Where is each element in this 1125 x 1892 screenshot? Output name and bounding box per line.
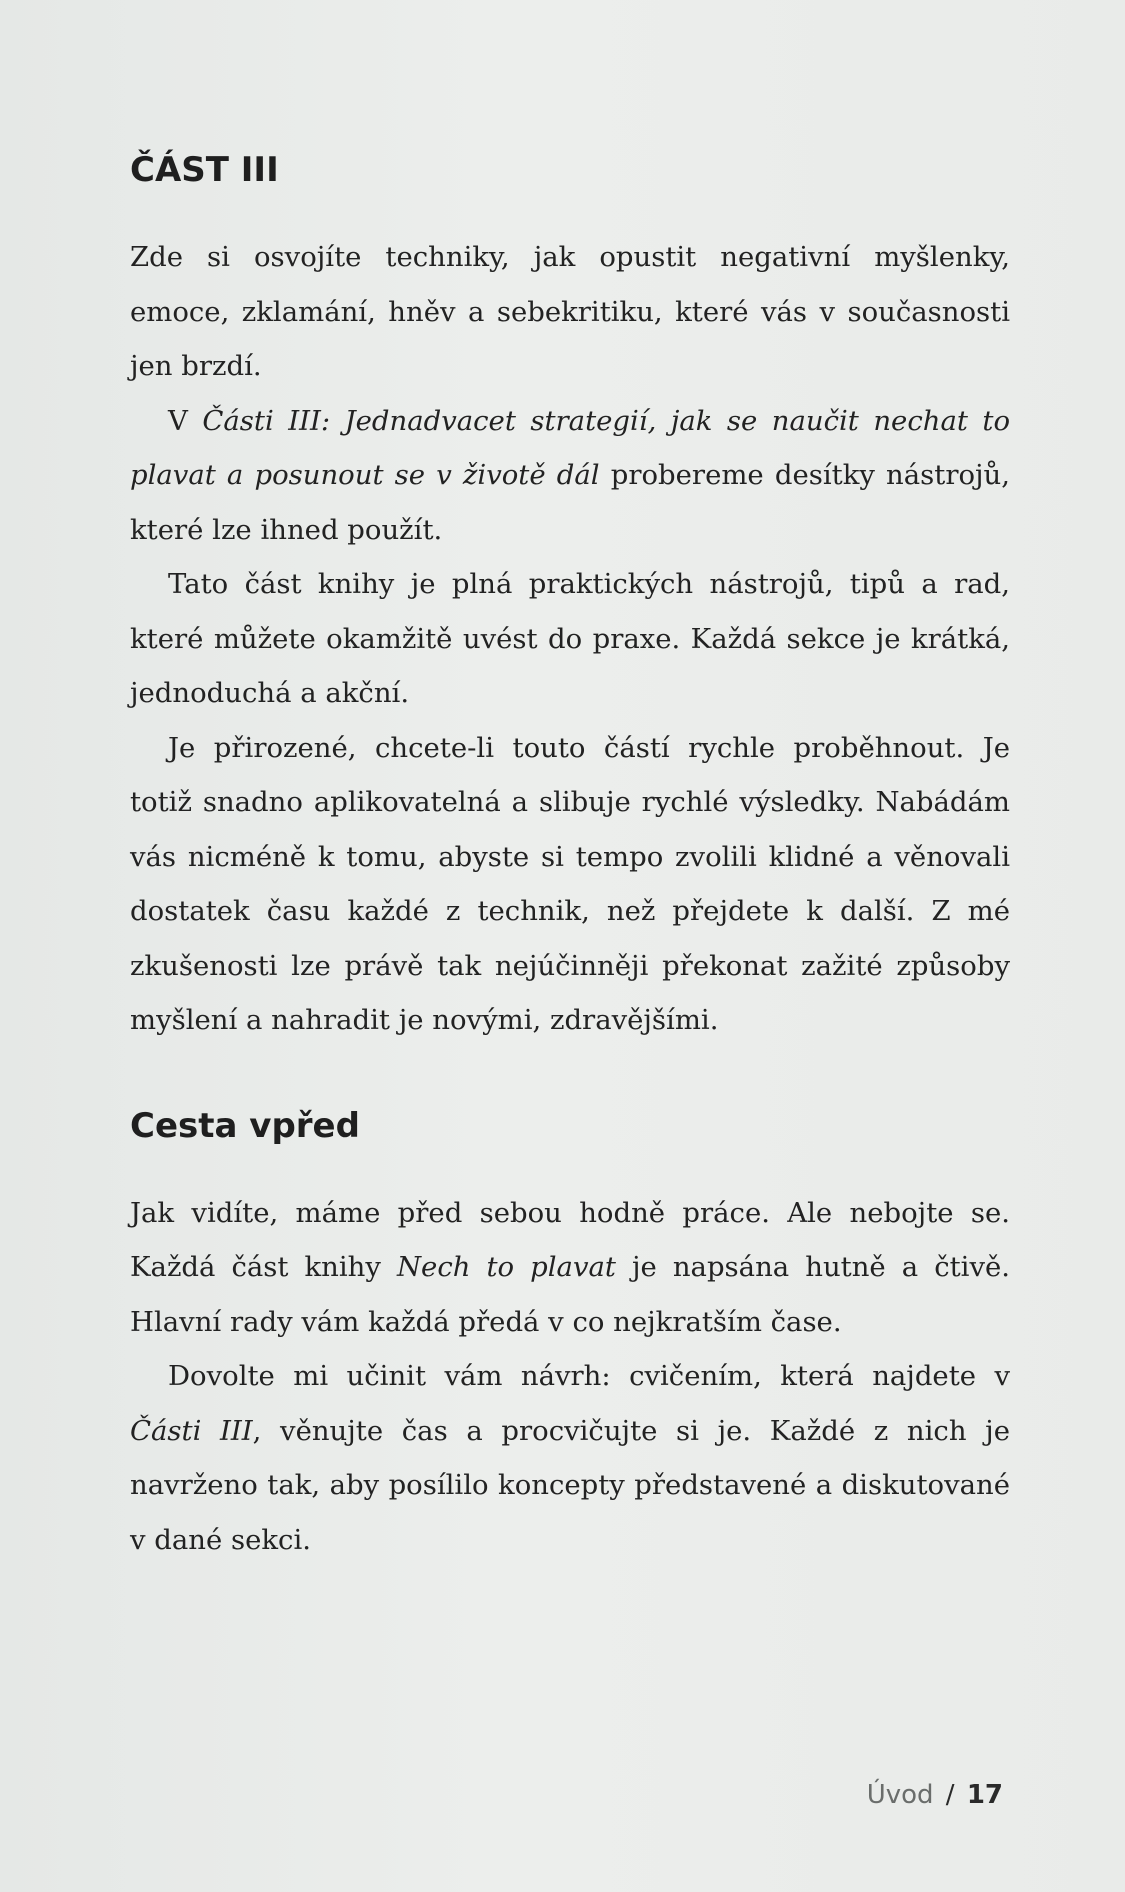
text-run: V [168,404,203,437]
section-heading: Cesta vpřed [130,1105,360,1146]
text-run: Je přirozené, chcete-li touto částí rychle proběhnout. Je totiž snadno aplikovatelná a slibuje rychlé výsledky. Nabádám vás nicméně k tomu, abyste si tempo zvolili klidné a věnovali dostatek času každé z technik, než přejdete k další. Z mé zkušenosti lze právě tak nejúčinněji překonat zažité způsoby myšlení a nahradit je novými, zdravějšími. [130,731,1010,1036]
text-run: je napsána hutně a čtivě. Hlavní rady vám každá předá v co nejkratším čase. [130,1251,1010,1338]
part-heading: ČÁST III [130,150,279,190]
footer-separator: / [945,1780,955,1810]
text-run: Tato část knihy je plná praktických nástrojů, tipů a rad, které můžete okamžitě uvést do praxe. Každá sekce je krátká, jednoduchá a akční. [130,568,1010,709]
italic-text: Části III [130,1414,253,1447]
paragraph [130,557,1010,721]
text-run: Jak vidíte, máme před sebou hodně práce. Ale nebojte se. Každá část knihy [130,1196,1010,1283]
paragraph [130,230,1010,394]
text-run: Dovolte mi učinit vám návrh: cvičením, která najdete v [168,1360,1010,1392]
text-run: , věnujte čas a procvičujte si je. Každé z nich je navrženo tak, aby posílilo koncepty představené a diskutované v dané sekci. [130,1414,1010,1556]
italic-text: Části III: Jednadvacet strategií, jak se naučit nechat to plavat a posunout se v životě dál [130,404,1010,491]
paragraph [130,1349,1010,1567]
running-chapter-title: Úvod [866,1780,934,1810]
italic-text: Nech to plavat [396,1251,616,1283]
page-number: 17 [966,1780,1003,1810]
part-body [130,230,1010,1048]
paragraph [130,394,1010,558]
text-run: probereme desítky nástrojů, které lze ihned použít. [130,459,1011,546]
text-run: Zde si osvojíte techniky, jak opustit negativní myšlenky, emoce, zklamání, hněv a sebekritiku, které vás v současnosti jen brzdí. [130,241,1010,382]
section-body [130,1186,1010,1568]
page-footer [867,1775,1003,1815]
page-content [130,140,1010,1567]
paragraph [130,721,1010,1048]
paragraph [130,1186,1010,1350]
